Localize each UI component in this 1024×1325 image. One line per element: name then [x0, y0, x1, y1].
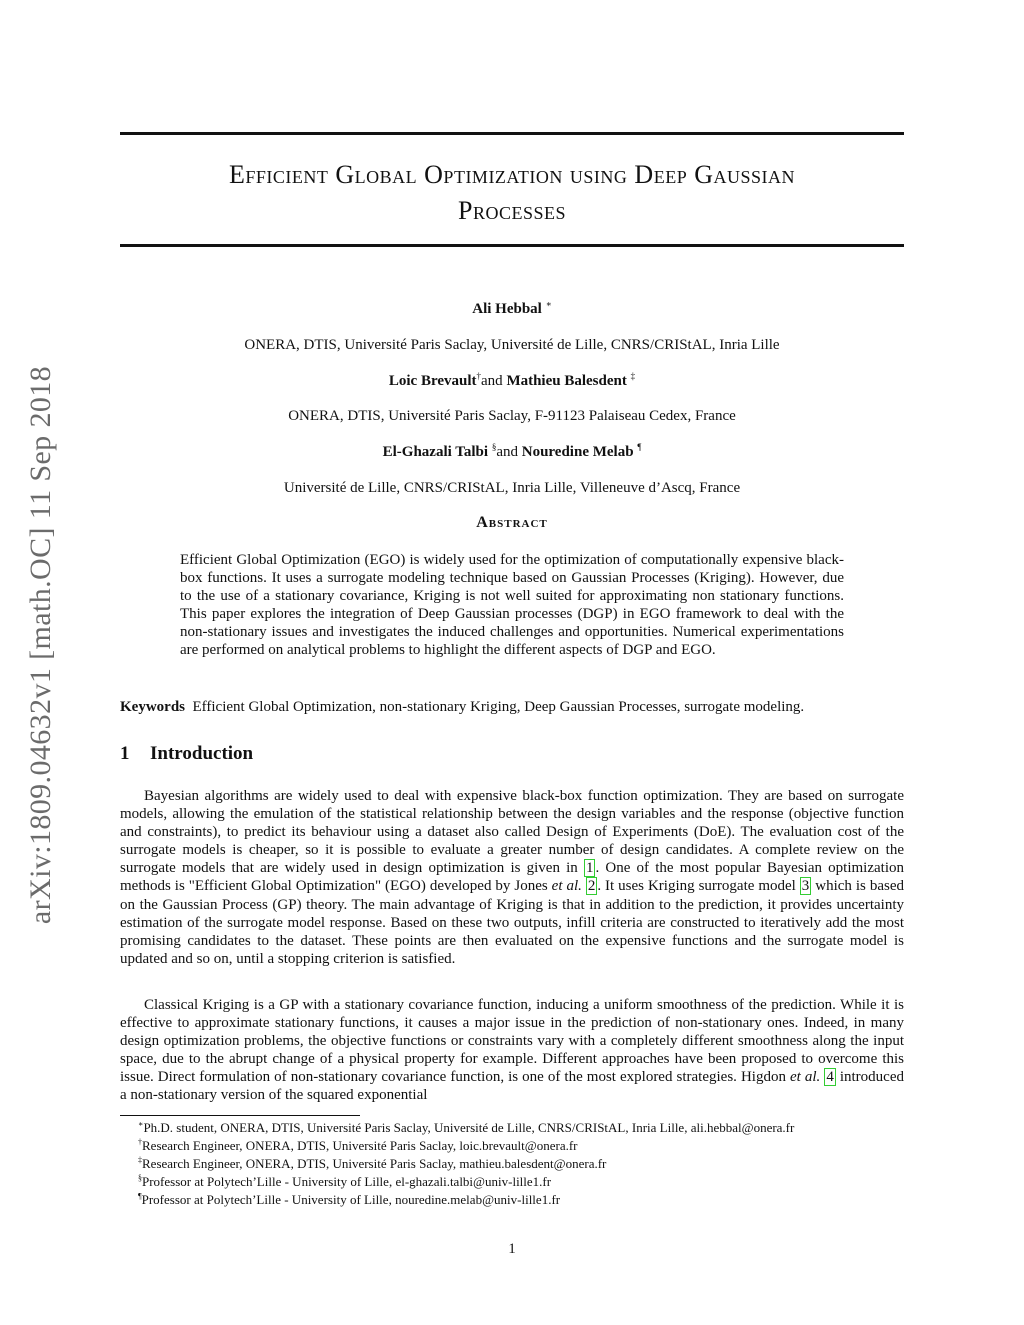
footnote-text: Professor at Polytech’Lille - University of Lille, nouredine.melab@univ-lille1.fr	[141, 1192, 561, 1207]
citation-link[interactable]: 2	[587, 878, 596, 895]
affiliation-1: ONERA, DTIS, Université Paris Saclay, Université de Lille, CNRS/CRIStAL, Inria Lille	[244, 337, 780, 353]
section-number: 1	[120, 743, 130, 764]
author-name: Loic Brevault	[388, 373, 477, 389]
author-line-3	[120, 444, 904, 461]
keywords-label: Keywords	[120, 699, 185, 715]
author-name: El-Ghazali Talbi	[382, 444, 489, 460]
text-span: . It uses Kriging surrogate model	[597, 878, 800, 895]
citation-link[interactable]: 3	[801, 878, 810, 895]
author-name: Ali Hebbal	[472, 301, 542, 317]
keywords	[120, 699, 904, 716]
keywords-text: Efficient Global Optimization, non-stationary Kriging, Deep Gaussian Processes, surrogate modeling.	[192, 699, 805, 715]
footnote	[138, 1119, 918, 1137]
footnote	[138, 1191, 918, 1209]
footnote-mark: ‡	[138, 1155, 142, 1165]
author-name: Mathieu Balesdent	[506, 373, 627, 389]
abstract-text: Efficient Global Optimization (EGO) is widely used for the optimization of computationally expensive black-box functions. It uses a surrogate modeling technique based on Gaussian Processes (Kriging). However, due to the use of a stationary covariance, Kriging is not well suited for approximating non stationary functions. This paper explores the integration of Deep Gaussian processes (DGP) in EGO framework to deal with the non-stationary issues and investigates the induced challenges and opportunities. Numerical experimentations are performed on analytical problems to highlight the different aspects of DGP and EGO.	[180, 552, 844, 659]
title-rule-bottom	[120, 244, 904, 247]
author-mark: †	[476, 371, 482, 381]
footnote-mark: ∗	[138, 1119, 144, 1129]
footnote-text: Ph.D. student, ONERA, DTIS, Université Paris Saclay, Université de Lille, CNRS/CRIStAL, Inria Lille, ali.hebbal@onera.fr	[143, 1120, 795, 1135]
affiliation-2: ONERA, DTIS, Université Paris Saclay, F-91123 Palaiseau Cedex, France	[288, 408, 736, 424]
abstract-heading: Abstract	[476, 514, 548, 531]
footnotes	[138, 1119, 918, 1209]
text-span: . One of the most popular Bayesian optimization methods is "Efficient Global Optimization" (EGO) developed by Jones	[120, 860, 904, 895]
author-mark: ∗	[545, 299, 552, 309]
title-line-1: Efficient Global Optimization using Deep Gaussian	[229, 160, 795, 189]
footnote-text: Research Engineer, ONERA, DTIS, Université Paris Saclay, loic.brevault@onera.fr	[142, 1138, 578, 1153]
intro-paragraph-2	[120, 996, 904, 1105]
footnote-text: Professor at Polytech’Lille - University of Lille, el-ghazali.talbi@univ-lille1.fr	[142, 1174, 552, 1189]
title-line-2: Processes	[458, 196, 566, 225]
title-rule-top	[120, 132, 904, 135]
author-mark: §	[491, 442, 497, 452]
text-span: which is based on the Gaussian Process (GP) theory. The main advantage of Kriging is that in addition to the prediction, it provides uncertainty estimation of the surrogate model response. Based on these two outputs, infill criteria are constructed to iteratively add the most promising candidates to the dataset. These points are then evaluated on the expensive functions and the surrogate model is updated and so on, until a stopping criterion is satisfied.	[120, 878, 904, 967]
author-line-2	[120, 373, 904, 390]
footnote	[138, 1155, 918, 1173]
text-span: introduced a non-stationary version of the squared exponential	[120, 1069, 904, 1104]
intro-paragraph-1	[120, 787, 904, 968]
footnote-mark: †	[138, 1137, 142, 1147]
footnote	[138, 1137, 918, 1155]
footnote	[138, 1173, 918, 1191]
arxiv-stamp: arXiv:1809.04632v1 [math.OC] 11 Sep 2018	[24, 365, 57, 925]
author-conjunction: and	[481, 373, 503, 389]
footnote-text: Research Engineer, ONERA, DTIS, Université Paris Saclay, mathieu.balesdent@onera.fr	[142, 1156, 607, 1171]
author-conjunction: and	[496, 444, 518, 460]
footnote-mark: §	[138, 1173, 142, 1183]
citation-link[interactable]: 4	[826, 1069, 834, 1086]
paper-title	[120, 157, 904, 229]
et-al: et al.	[789, 1069, 821, 1086]
et-al: et al.	[551, 878, 582, 895]
footnote-mark: ¶	[138, 1191, 142, 1201]
text-span: Bayesian algorithms are widely used to deal with expensive black-box function optimization. They are based on surrogate models, allowing the emulation of the statistical relationship between the design variables and the response (objective function and constraints), to predict its behaviour using a dataset also called Design of Experiments (DoE). The evaluation cost of the surrogate models is cheaper, so it is possible to evaluate a greater number of design candidates. A complete review on the surrogate models that are widely used in design optimization is given in	[120, 788, 904, 877]
affiliation-3: Université de Lille, CNRS/CRIStAL, Inria Lille, Villeneuve d’Ascq, France	[283, 480, 741, 496]
footnote-rule	[120, 1115, 360, 1116]
citation-link[interactable]: 1	[585, 860, 594, 877]
page-number: 1	[508, 1241, 516, 1257]
author-name: Nouredine Melab	[521, 444, 634, 460]
author-mark: ¶	[637, 442, 642, 452]
section-title: Introduction	[150, 743, 254, 764]
author-line-1	[120, 301, 904, 318]
author-mark: ‡	[630, 371, 636, 381]
text-span: Classical Kriging is a GP with a stationary covariance function, inducing a uniform smoothness of the prediction. While it is effective to approximate stationary functions, it causes a major issue in the prediction of non-stationary ones. Indeed, in many design optimization problems, the objective functions or constraints vary with a completely different smoothness along the input space, due to the abrupt change of a physical property for example. Different approaches have been proposed to overcome this issue. Direct formulation of non-stationary covariance function, is one of the most explored strategies. Higdon	[120, 997, 904, 1086]
section-heading	[120, 743, 904, 765]
